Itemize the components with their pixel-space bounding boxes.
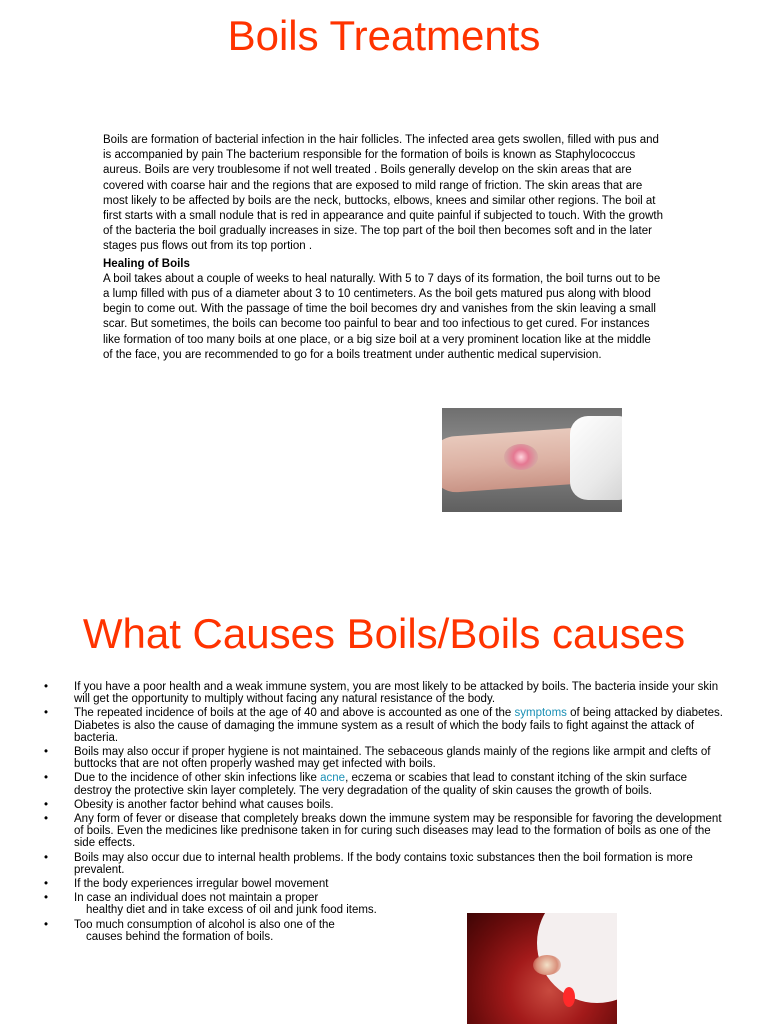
slide-title: What Causes Boils/Boils causes	[82, 610, 686, 657]
bullet-marker: •	[44, 918, 49, 931]
list-item	[44, 799, 724, 811]
list-item	[44, 919, 404, 943]
list-item	[44, 707, 724, 744]
list-item-text: Obesity is another factor behind what causes boils.	[74, 798, 334, 811]
slide-title: Boils Treatments	[227, 12, 541, 59]
list-item-text: , eczema or scabies that lead to constant itching of the skin surface destroy the protective skin layer completely. The very degradation of the quality of skin causes the growth of boils.	[74, 772, 688, 797]
list-item	[44, 813, 724, 850]
list-item	[44, 681, 724, 705]
list-item-text: If you have a poor health and a weak immune system, you are most likely to be attacked by boils. The bacteria inside your skin will get the opportunity to multiply without facing any natural resistance of the body.	[74, 681, 719, 706]
acne-link[interactable]: acne	[320, 772, 346, 785]
list-item	[44, 892, 404, 916]
blood-drop	[563, 987, 575, 1007]
list-item	[44, 852, 724, 876]
bullet-marker: •	[44, 813, 49, 826]
bullet-marker: •	[44, 707, 49, 720]
list-item-text: Too much consumption of alcohol is also one of the	[74, 918, 335, 931]
list-item-text: In case an individual does not maintain a proper	[74, 892, 319, 905]
section-subheading: Healing of Boils	[103, 257, 190, 270]
list-item	[44, 878, 724, 890]
pus-spot	[533, 955, 561, 975]
list-item-text: Due to the incidence of other skin infections like	[74, 772, 321, 785]
healing-paragraph: A boil takes about a couple of weeks to heal naturally. With 5 to 7 days of its formation, the boil turns out to be a lump filled with pus of a diameter about 3 to 10 centimeters. As the boil gets matured pus along with blood begin to come out. With the passage of time the boil becomes dry and vanishes from the skin leaving a small scar. But sometimes, the boils can become too painful to bear and too infectious to get cured. For instances like formation of too many boils at one place, or a big size boil at a very prominent location like at the middle of the face, you are recommended to go for a boils treatment under authentic medical supervision.	[103, 272, 661, 361]
slide-boils-causes	[0, 580, 768, 1024]
causes-list	[44, 681, 724, 945]
boil-closeup-photo	[467, 913, 617, 1024]
bullet-marker: •	[44, 851, 49, 864]
bullet-marker: •	[44, 772, 49, 785]
bullet-marker: •	[44, 746, 49, 759]
list-item-text: If the body experiences irregular bowel movement	[74, 878, 329, 891]
list-item	[44, 746, 724, 770]
boil-spot	[504, 444, 538, 470]
symptoms-link[interactable]: symptoms	[514, 707, 567, 720]
list-item	[44, 772, 724, 796]
list-item-text: The repeated incidence of boils at the age of 40 and above is accounted as one of the	[74, 707, 515, 720]
list-item-text: Boils may also occur if proper hygiene is not maintained. The sebaceous glands mainly of the regions like armpit and clefts of buttocks that are not often properly washed may get infected with boils.	[74, 746, 711, 771]
list-item-text: Boils may also occur due to internal health problems. If the body contains toxic substances then the boil formation is more prevalent.	[74, 851, 693, 876]
arm-boil-photo	[442, 408, 622, 512]
slide-body	[103, 133, 663, 363]
intro-paragraph: Boils are formation of bacterial infection in the hair follicles. The infected area gets swollen, filled with pus and is accompanied by pain The bacterium responsible for the formation of boils is known as Staphylococcus aureus. Boils are very troublesome if not well treated . Boils generally develop on the skin areas that are covered with coarse hair and the regions that are exposed to mild range of friction. The skin areas that are most likely to be affected by boils are the neck, buttocks, elbows, knees and similar other regions. The boil at first starts with a small nodule that is red in appearance and quite painful if subjected to touch. With the growth of the bacteria the boil gradually increases in size. The top part of the boil then becomes soft and in the later stages pus flows out from its top portion .	[103, 134, 663, 253]
list-item-text: causes behind the formation of boils.	[86, 930, 274, 943]
list-item-text: healthy diet and in take excess of oil and junk food items.	[86, 904, 377, 917]
bullet-marker: •	[44, 798, 49, 811]
sock-shape	[570, 416, 622, 500]
list-item-text: of being attacked by diabetes. Diabetes is also the cause of damaging the immune system as a result of which the body fails to fight against the attack of bacteria.	[74, 707, 723, 744]
list-item-text: Any form of fever or disease that completely breaks down the immune system may be responsible for favoring the development of boils. Even the medicines like prednisone taken in for curing such diseases may lead to the formation of boils as one of the side effects.	[74, 813, 722, 850]
bullet-marker: •	[44, 892, 49, 905]
bullet-marker: •	[44, 878, 49, 891]
bullet-marker: •	[44, 681, 49, 693]
